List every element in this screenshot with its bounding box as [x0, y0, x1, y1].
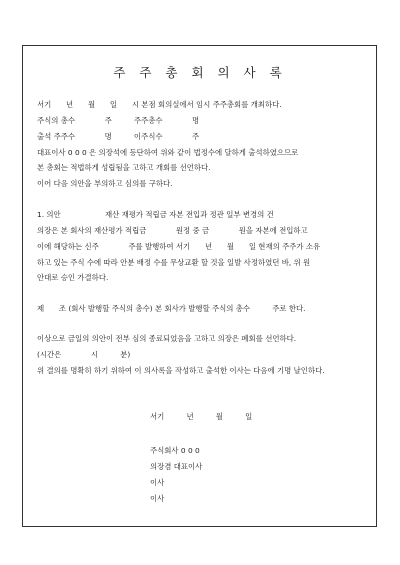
text-line: 출석 주주수 명 이주식수 주 [37, 132, 200, 141]
text-line: 위 결의를 명확히 하기 위하여 이 의사록을 작성하고 출석한 이사는 다음에 기명 날인하다. [37, 366, 325, 375]
text-line: 이상으로 금일의 의안이 전부 심의 종료되었음을 고하고 의장은 폐회를 선언하다. [37, 334, 297, 343]
text-line: 의장은 본 회사의 재산평가 적립금 원정 중 금 원을 자본에 전입하고 [37, 226, 308, 235]
text-line: 안대로 승인 가결하다. [37, 273, 109, 282]
director: 이사 [150, 478, 165, 487]
text-line: 서기 년 월 일 시 본점 회의실에서 임시 주주총회를 개최하다. [37, 100, 282, 109]
text-line: 이어 다음 의안을 부의하고 심의를 구하다. [37, 179, 173, 188]
company-name: 주식회사 0 0 0 [150, 446, 200, 455]
article-line: 제 조 (회사 발행할 주식의 총수) 본 회사가 발행할 주식의 총수 주로 한다. [37, 304, 306, 313]
time-line: (시간은 시 분) [37, 350, 131, 359]
signature-date: 서기 년 월 일 [150, 412, 253, 421]
text-line: 주식의 총수 주 주주총수 명 [37, 116, 200, 125]
agenda-line: 1. 의안 재산 재평가 적립금 자본 전입과 정관 일부 변경의 건 [37, 210, 274, 219]
director: 이사 [150, 494, 165, 503]
chair-representative: 의장겸 대표이사 [150, 462, 203, 471]
text-line: 하고 있는 주식 수에 따라 안분 배정 수를 무상교환 할 것을 일발 사정하였던 바, 위 원 [37, 258, 311, 267]
text-line: 대표이사 0 0 0 은 의장석에 등단하여 위와 같이 법정수에 달하게 출석하였으므로 [37, 148, 299, 157]
text-line: 이에 해당하는 신주 주를 발행하여 서기 년 월 일 현재의 주주가 소유 [37, 242, 321, 251]
document-title: 주 주 총 회 의 사 록 [113, 65, 287, 80]
text-line: 본 총회는 적법하게 성립됨을 고하고 개회를 선언하다. [37, 163, 211, 172]
